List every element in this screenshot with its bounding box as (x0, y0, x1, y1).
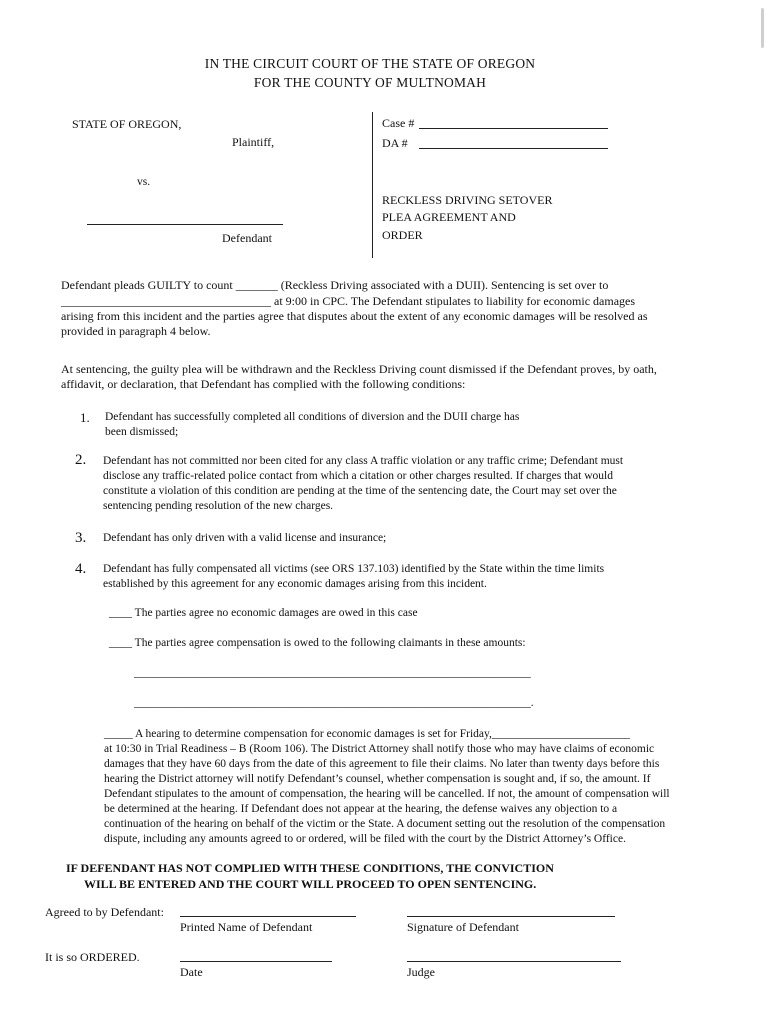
option-no-damages[interactable]: ____ The parties agree no economic damages are owed in this case (109, 607, 418, 619)
claimants-blank-line2[interactable]: _____________________________________________________________________. (134, 697, 534, 709)
caption-divider (372, 112, 373, 258)
hearing-line3: damages that they have 60 days from the date of this agreement to file their claims. No later than twenty days before this (104, 758, 660, 770)
para2-line1: At sentencing, the guilty plea will be withdrawn and the Reckless Driving count dismissed if the Defendant proves, by oath, (61, 362, 657, 376)
hearing-line4: hearing the District attorney will notify Defendant’s counsel, whether compensation is sought and, if so, the amount. If (104, 773, 651, 785)
claimants-blank-line1[interactable]: _____________________________________________________________________ (134, 667, 531, 679)
so-ordered-label: It is so ORDERED. (45, 950, 140, 964)
hearing-line6: be determined at the hearing. If Defendant does not appear at the hearing, the defense waives any objection to a (104, 803, 618, 815)
condition-2-number: 2. (75, 452, 87, 468)
condition-4-line2: established by this agreement for any economic damages arising from this incident. (103, 578, 487, 590)
case-number-label: Case # (382, 116, 415, 130)
court-heading-line2: FOR THE COUNTY OF MULTNOMAH (253, 75, 487, 90)
warning-line1: IF DEFENDANT HAS NOT COMPLIED WITH THESE CONDITIONS, THE CONVICTION (66, 861, 554, 875)
court-heading-line1: IN THE CIRCUIT COURT OF THE STATE OF OREGON (204, 56, 536, 71)
plaintiff-name: STATE OF OREGON, (72, 117, 182, 131)
warning-line2: WILL BE ENTERED AND THE COURT WILL PROCEED TO OPEN SENTENCING. (84, 877, 537, 891)
condition-1-line2: been dismissed; (105, 426, 179, 438)
da-number-label: DA # (382, 136, 408, 150)
para1-line2: ___________________________________ at 9:00 in CPC. The Defendant stipulates to liability for economic damages (61, 294, 636, 308)
condition-4-line1: Defendant has fully compensated all victims (see ORS 137.103) identified by the State within the time limits (103, 563, 605, 575)
condition-2-line1: Defendant has not committed nor been cited for any class A traffic violation or any traffic crime; Defendant must (103, 455, 624, 467)
hearing-line5: Defendant stipulates to the amount of compensation, the hearing will be cancelled. If not, the amount of compensation will (104, 788, 670, 800)
para2-line2: affidavit, or declaration, that Defendant has complied with the following conditions: (61, 377, 466, 391)
para1-line3: arising from this incident and the parties agree that disputes about the extent of any economic damages will be resolved as (61, 309, 648, 323)
date-label: Date (180, 965, 203, 979)
doc-title-line3: ORDER (382, 228, 423, 242)
defendant-label: Defendant (222, 231, 272, 245)
condition-4-number: 4. (75, 561, 87, 577)
hearing-line8: dispute, including any amounts agreed to or ordered, will be filed with the court by the District Attorney’s Office. (104, 833, 626, 845)
printed-name-field[interactable] (180, 916, 356, 917)
defendant-signature-field[interactable] (407, 916, 615, 917)
condition-2-line4: sentencing pending resolution of the new charges. (103, 500, 334, 512)
printed-name-label: Printed Name of Defendant (180, 920, 313, 934)
condition-1-number: 1. (80, 410, 90, 425)
scrollbar[interactable] (761, 8, 764, 48)
defendant-name-line (87, 224, 283, 225)
condition-3-line1: Defendant has only driven with a valid license and insurance; (103, 532, 387, 544)
da-number-field[interactable] (419, 148, 608, 149)
para1-line4: provided in paragraph 4 below. (61, 324, 211, 338)
condition-2-line2: disclose any traffic-related police contact from which a citation or other charges resulted. If charges that would (103, 470, 613, 482)
condition-2-line3: constitute a violation of this condition are pending at the time of the sentencing date, the Court may set over the (103, 485, 617, 497)
hearing-line7: continuation of the hearing on behalf of the victim or the State. A document setting out the resolution of the compensation (104, 818, 666, 830)
hearing-line2: at 10:30 in Trial Readiness – B (Room 106). The District Attorney shall notify those who may have claims of economic (104, 743, 655, 755)
plaintiff-label: Plaintiff, (232, 135, 275, 149)
para1-line1: Defendant pleads GUILTY to count _______ (Reckless Driving associated with a DUII). Sentencing is set over to (61, 278, 609, 292)
hearing-line1: _____ A hearing to determine compensation for economic damages is set for Friday,________________________ (104, 728, 630, 740)
condition-1-line1: Defendant has successfully completed all conditions of diversion and the DUII charge has (105, 411, 520, 423)
doc-title-line1: RECKLESS DRIVING SETOVER (382, 193, 553, 207)
condition-3-number: 3. (75, 530, 87, 546)
vs-label: vs. (137, 176, 151, 188)
agreed-by-defendant-label: Agreed to by Defendant: (45, 905, 164, 919)
defendant-signature-label: Signature of Defendant (407, 920, 519, 934)
option-compensation-owed[interactable]: ____ The parties agree compensation is owed to the following claimants in these amounts: (109, 637, 526, 649)
doc-title-line2: PLEA AGREEMENT AND (382, 210, 516, 224)
judge-label: Judge (407, 965, 435, 979)
case-number-field[interactable] (419, 128, 608, 129)
judge-signature-field[interactable] (407, 961, 621, 962)
date-field[interactable] (180, 961, 332, 962)
